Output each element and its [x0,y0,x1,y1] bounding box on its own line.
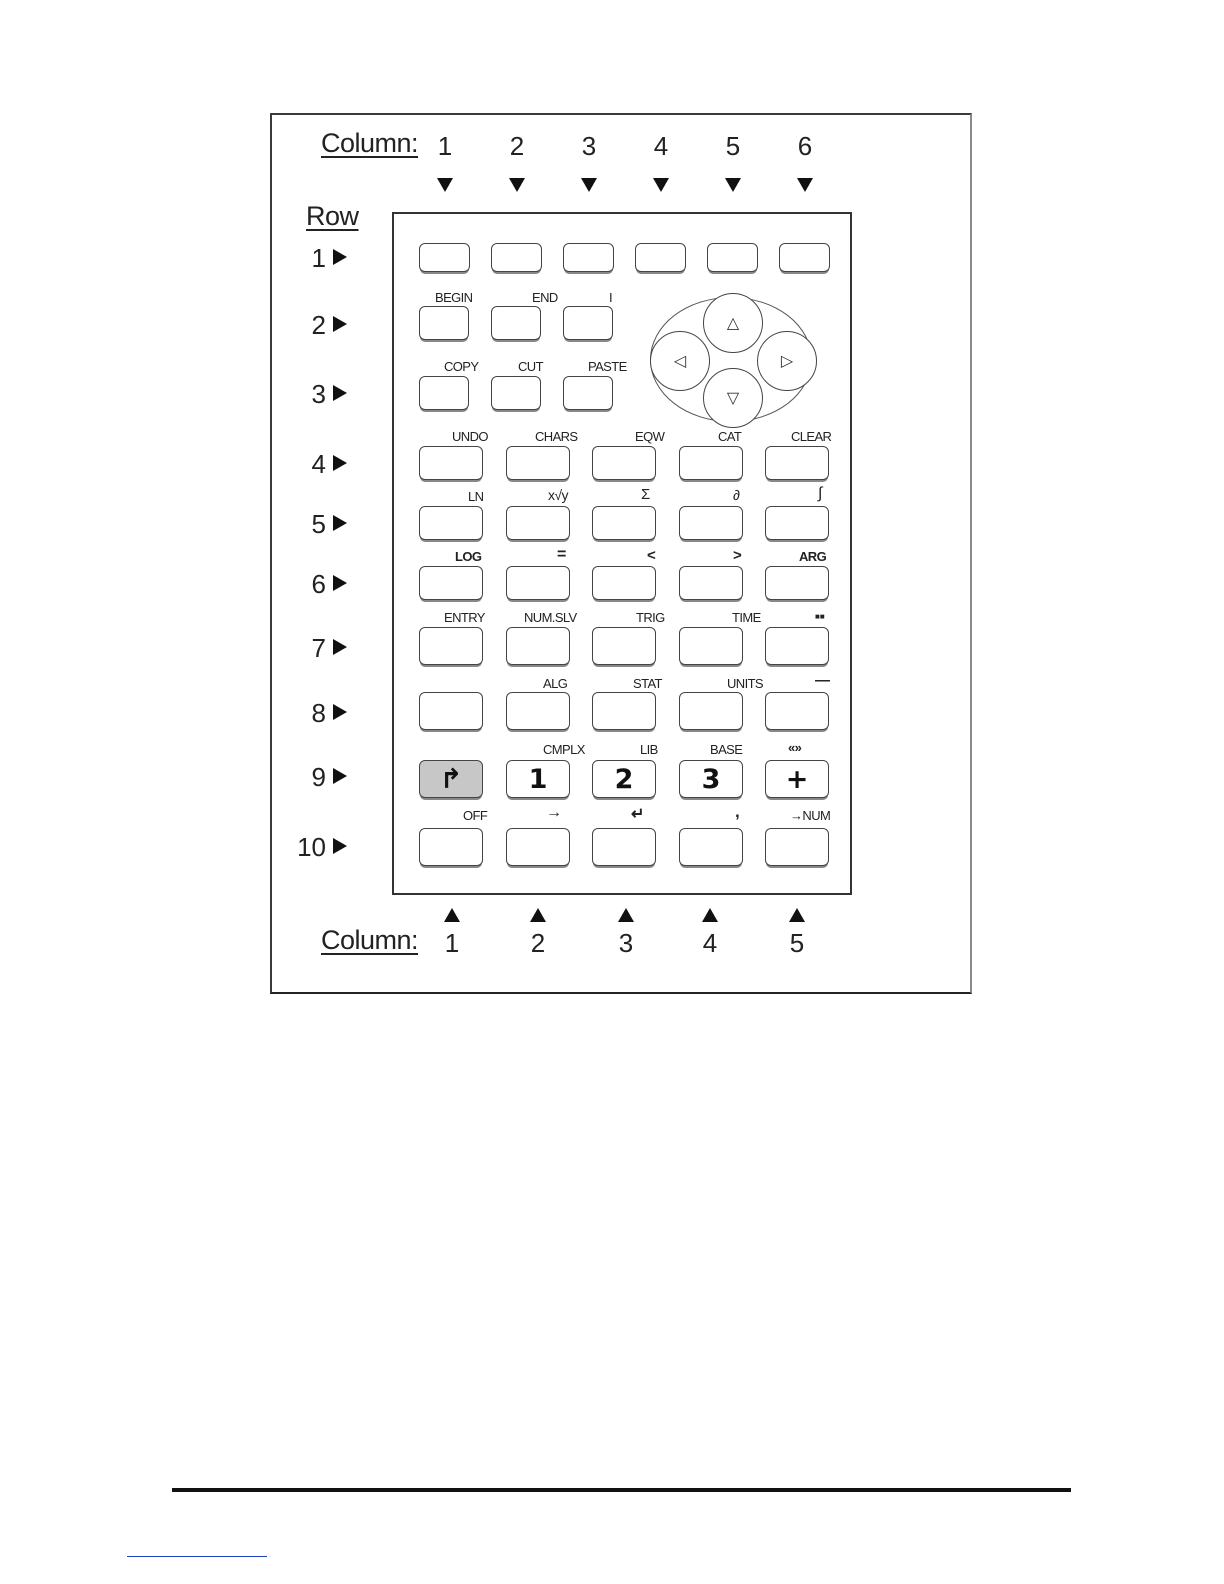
key-r8-c1[interactable] [419,692,483,730]
key-r2-c2[interactable] [491,306,541,340]
up-arrow-icon [702,908,718,922]
key-plus[interactable] [765,760,829,798]
key-label-cut: CUT [518,359,543,374]
key-label-base: BASE [710,742,743,757]
right-arrow-icon [333,515,347,531]
top-column-number: 1 [437,131,453,161]
down-arrow-icon [581,178,597,192]
key-label-cat: CAT [718,429,742,444]
key-r4-c4[interactable] [679,446,743,480]
key-r7-c3[interactable] [592,627,656,665]
key-label-partial: ∂ [733,487,740,503]
key-label-to-num: →NUM [790,808,831,823]
down-arrow-icon: ▽ [726,390,740,407]
footer-rule [172,1488,1071,1492]
key-r2-c3[interactable] [563,306,613,340]
right-arrow-icon [333,704,347,720]
key-r5-c2[interactable] [506,506,570,540]
right-arrow-icon [333,385,347,401]
key-label-lib: LIB [640,742,658,757]
key-r6-c4[interactable] [679,566,743,600]
key-r7-c1[interactable] [419,627,483,665]
left-arrow-icon: ◁ [673,353,687,370]
key-label-i: I [609,290,613,305]
row-number: 5 [311,509,326,539]
key-label-list-brackets: ■■ [815,612,825,621]
key-r5-c4[interactable] [679,506,743,540]
key-label-alg: ALG [543,676,568,691]
key-label-entry: ENTRY [444,610,485,625]
key-label-integral: ∫ [818,485,822,502]
row-number: 8 [311,698,326,728]
key-r7-c5[interactable] [765,627,829,665]
key-label-newline: ↵ [631,806,644,823]
row-number: 7 [311,633,326,663]
column-heading-top: Column: [321,128,419,158]
key-label-xroot: x√y [548,487,568,503]
key-r10-c1[interactable] [419,828,483,866]
row-number: 3 [311,379,326,409]
key-label-chars: CHARS [535,429,578,444]
up-arrow-icon [789,908,805,922]
key-r8-c4[interactable] [679,692,743,730]
footer-link-underline [127,1556,267,1557]
key-r5-c3[interactable] [592,506,656,540]
row-heading: Row [306,201,359,231]
key-label-comma: , [735,802,740,821]
key-label-less-than: < [647,547,656,564]
bottom-column-number: 2 [530,928,546,958]
down-arrow-icon [797,178,813,192]
key-r4-c2[interactable] [506,446,570,480]
menu-key-a[interactable] [419,243,470,272]
key-two[interactable] [592,760,656,798]
key-label-undo: UNDO [452,429,488,444]
key-r8-c5[interactable] [765,692,829,730]
right-arrow-icon [333,455,347,471]
menu-key-f[interactable] [779,243,830,272]
row-number: 4 [311,449,326,479]
right-shift-icon: ↱ [439,763,463,795]
key-r2-c1[interactable] [419,306,469,340]
key-label-greater-than: > [733,547,742,564]
menu-key-e[interactable] [707,243,758,272]
key-r8-c2[interactable] [506,692,570,730]
key-r10-c3[interactable] [592,828,656,866]
key-label-ln: LN [468,489,484,504]
down-arrow-icon [653,178,669,192]
key-label-trig: TRIG [636,610,665,625]
key-label-time: TIME [732,610,761,625]
key-three[interactable] [679,760,743,798]
column-heading-bottom: Column: [321,925,419,955]
bottom-column-number: 3 [618,928,634,958]
key-face-one: 1 [528,763,548,795]
key-label-eqw: EQW [635,429,665,444]
right-arrow-icon [333,838,347,854]
top-column-number: 6 [797,131,813,161]
top-column-number: 4 [653,131,669,161]
key-r10-c2[interactable] [506,828,570,866]
key-r3-c1[interactable] [419,376,469,410]
row-number: 2 [311,310,326,340]
key-r5-c1[interactable] [419,506,483,540]
right-arrow-icon: ▷ [780,353,794,370]
key-label-log: LOG [455,549,482,564]
top-column-number: 3 [581,131,597,161]
right-arrow-key[interactable] [757,331,817,391]
key-r5-c5[interactable] [765,506,829,540]
up-arrow-icon [618,908,634,922]
bottom-column-number: 5 [789,928,805,958]
bottom-column-number: 1 [444,928,460,958]
key-label-program-brackets: «» [788,740,802,755]
down-arrow-icon [509,178,525,192]
key-r7-c2[interactable] [506,627,570,665]
menu-key-d[interactable] [635,243,686,272]
down-arrow-icon [725,178,741,192]
key-r8-c3[interactable] [592,692,656,730]
up-arrow-key[interactable] [703,293,763,353]
key-label-copy: COPY [444,359,479,374]
right-arrow-icon [333,575,347,591]
key-label-off: OFF [463,808,488,823]
up-arrow-icon [530,908,546,922]
key-r6-c3[interactable] [592,566,656,600]
key-label-clear: CLEAR [791,429,832,444]
down-arrow-key[interactable] [703,368,763,428]
key-r6-c2[interactable] [506,566,570,600]
key-one[interactable] [506,760,570,798]
key-r4-c3[interactable] [592,446,656,480]
key-face-two: 2 [614,763,634,795]
right-arrow-icon [333,249,347,265]
key-face-three: 3 [701,763,721,795]
row-number: 1 [311,243,326,273]
key-label-arg: ARG [799,549,827,564]
key-r7-c4[interactable] [679,627,743,665]
left-arrow-key[interactable] [650,331,710,391]
key-r10-c4[interactable] [679,828,743,866]
key-label-paste: PASTE [588,359,627,374]
menu-key-c[interactable] [563,243,614,272]
key-label-stat: STAT [633,676,662,691]
key-face-plus: + [785,763,809,795]
menu-key-b[interactable] [491,243,542,272]
key-label-units: UNITS [727,676,764,691]
key-r4-c5[interactable] [765,446,829,480]
key-label-minus: — [815,672,830,689]
right-arrow-icon [333,316,347,332]
key-r6-c5[interactable] [765,566,829,600]
right-arrow-icon [333,768,347,784]
bottom-column-number: 4 [702,928,718,958]
key-label-sigma: Σ [641,486,650,503]
key-label-cmplx: CMPLX [543,742,585,757]
key-label-equals: = [557,546,566,563]
row-number: 9 [311,762,326,792]
row-number: 10 [297,832,326,862]
key-r3-c2[interactable] [491,376,541,410]
key-label-arrow: → [546,804,562,821]
top-column-number: 2 [509,131,525,161]
right-shift-key[interactable] [419,760,483,798]
right-arrow-icon [333,639,347,655]
key-r3-c3[interactable] [563,376,613,410]
up-arrow-icon: △ [726,315,740,332]
key-label-num-slv: NUM.SLV [524,610,577,625]
row-number: 6 [311,569,326,599]
key-r10-c5[interactable] [765,828,829,866]
key-label-begin: BEGIN [435,290,473,305]
up-arrow-icon [444,908,460,922]
key-r4-c1[interactable] [419,446,483,480]
down-arrow-icon [437,178,453,192]
key-r6-c1[interactable] [419,566,483,600]
key-label-end: END [532,290,558,305]
top-column-number: 5 [725,131,741,161]
